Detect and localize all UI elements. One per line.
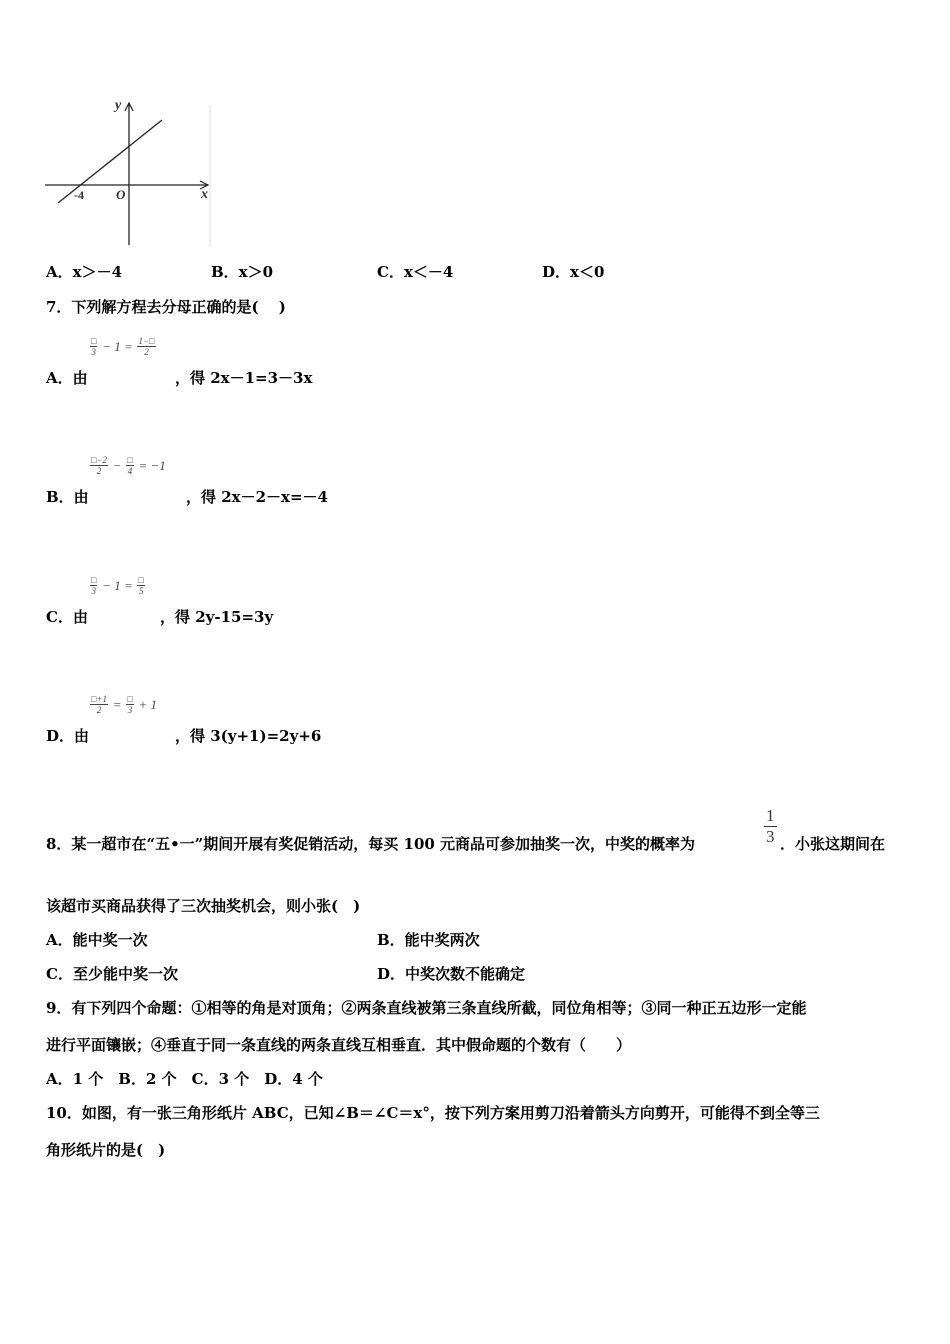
q9-line2: 进行平面镶嵌；④垂直于同一条直线的两条直线互相垂直．其中假命题的个数有（ ） — [46, 1036, 632, 1054]
q8-frac-den: 3 — [766, 827, 775, 846]
q8-probability-fraction — [764, 806, 777, 847]
q7-b-d2: 4 — [127, 466, 133, 476]
q6-option-d: D．x＜0 — [542, 263, 605, 281]
q7-a-equation-image — [90, 336, 156, 357]
q6-option-a: A．x＞－4 — [46, 263, 123, 281]
q7-option-b-result: ，得 2x－2－x=－4 — [186, 488, 328, 506]
q7-c-op: − 1 = — [102, 577, 133, 593]
q7-option-d-result: ，得 3(y+1)=2y+6 — [175, 727, 322, 745]
q7-d-n2: □ — [127, 694, 133, 704]
q8-option-d: D．中奖次数不能确定 — [377, 965, 526, 983]
q8-frac-num: 1 — [766, 806, 775, 825]
q7-option-c-prefix: C．由 — [46, 608, 88, 626]
q6-option-b: B．x＞0 — [211, 263, 274, 281]
q7-d-equation-image — [90, 694, 159, 715]
q8-line1: 8．某一超市在“五•一”期间开展有奖促销活动，每买 100 元商品可参加抽奖一次，中奖的概率为 — [46, 835, 696, 853]
q9-options: A．1 个 B．2 个 C．3 个 D．4 个 — [46, 1070, 323, 1088]
q7-b-equation-image — [90, 455, 168, 476]
q7-b-d1: 2 — [96, 466, 102, 476]
q8-option-c: C．至少能中奖一次 — [46, 965, 178, 983]
q7-d-n1: □+1 — [91, 694, 108, 704]
x-axis-label: x — [201, 187, 208, 202]
q7-b-n2: □ — [127, 455, 133, 465]
q7-a-n1: □ — [91, 336, 97, 346]
q8-option-a: A．能中奖一次 — [46, 931, 148, 949]
q7-a-d1: 3 — [91, 347, 96, 357]
origin-label: O — [116, 187, 126, 202]
q7-a-d2: 2 — [144, 347, 149, 357]
q6-option-c: C．x＜－4 — [377, 263, 454, 281]
q8-line1-end: ．小张这期间在 — [780, 835, 886, 853]
q7-c-d2: 5 — [138, 586, 144, 596]
q10-line1: 10．如图，有一张三角形纸片 ABC，已知∠B＝∠C＝x°，按下列方案用剪刀沿着箭头方向剪开，可能得不到全等三 — [46, 1104, 820, 1122]
q7-option-a-prefix: A．由 — [46, 369, 88, 387]
q7-c-n1: □ — [91, 575, 97, 585]
q10-line2: 角形纸片的是( ) — [46, 1141, 166, 1159]
q7-c-equation-image — [90, 575, 145, 596]
q7-a-op: − 1 = — [102, 338, 133, 354]
intercept-label: -4 — [74, 188, 84, 202]
q7-option-a-result: ，得 2x－1=3－3x — [175, 369, 313, 387]
q8-line2: 该超市买商品获得了三次抽奖机会，则小张( ) — [46, 897, 361, 915]
q7-b-rhs: = −1 — [138, 457, 166, 473]
q7-d-op: = — [112, 696, 122, 712]
linear-function-graph — [40, 95, 215, 250]
q7-option-d-prefix: D．由 — [46, 727, 90, 745]
q7-option-b-prefix: B．由 — [46, 488, 89, 506]
q7-c-d1: 3 — [91, 586, 96, 596]
q7-d-d2: 3 — [127, 705, 133, 715]
q9-line1: 9．有下列四个命题：①相等的角是对顶角；②两条直线被第三条直线所截，同位角相等；③同一种正五边形一定能 — [46, 999, 807, 1017]
q8-option-b: B．能中奖两次 — [377, 931, 480, 949]
q7-c-n2: □ — [138, 575, 144, 585]
q7-stem: 7．下列解方程去分母正确的是( ) — [46, 298, 286, 316]
q7-option-c-result: ，得 2y-15=3y — [160, 608, 274, 626]
q7-b-n1: □−2 — [91, 455, 108, 465]
q7-b-op1: − — [112, 457, 122, 473]
q7-a-n2: 1−□ — [138, 336, 155, 346]
q7-d-d1: 2 — [96, 705, 102, 715]
q7-d-rhs: + 1 — [138, 696, 158, 712]
y-axis-label: y — [115, 98, 122, 113]
